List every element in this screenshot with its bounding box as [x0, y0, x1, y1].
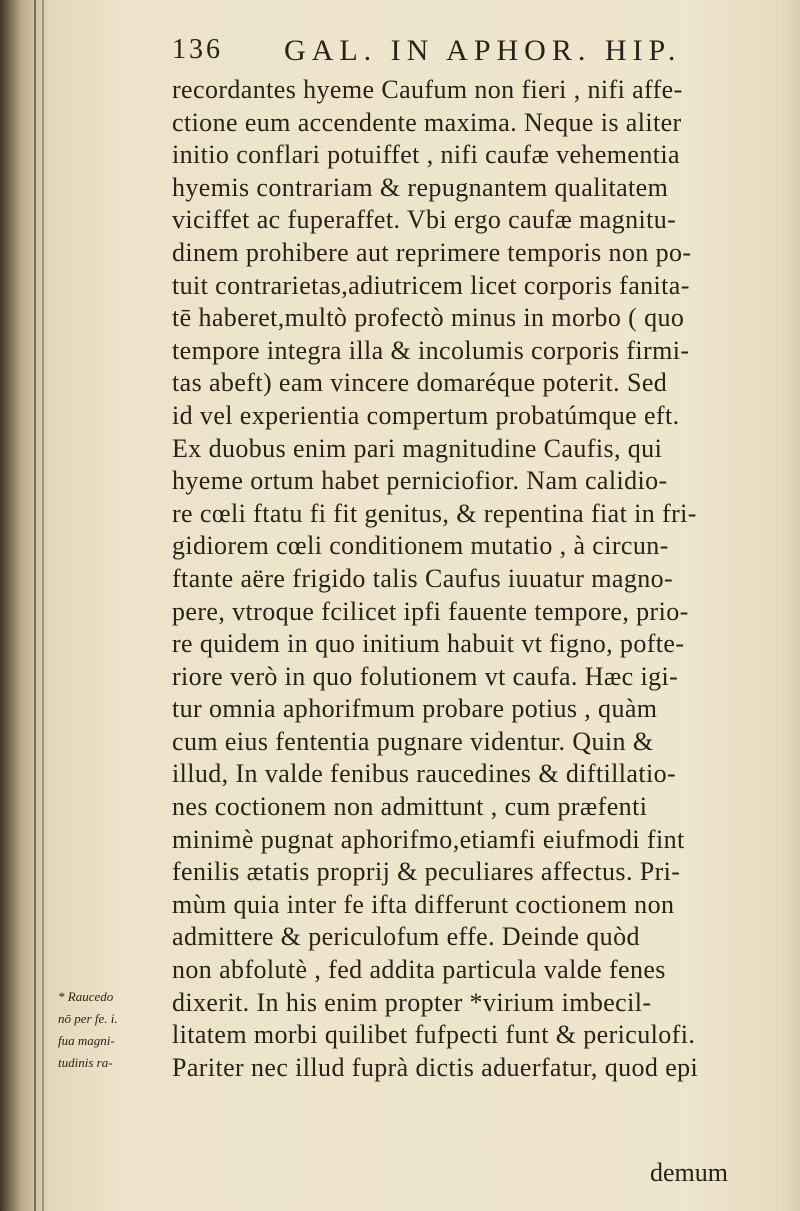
- text-line: Pariter nec illud fuprà dictis aduerfatur, quod epi: [172, 1052, 699, 1082]
- marginal-note-line: nō per fe. i.: [58, 1011, 118, 1026]
- text-line: mùm quia inter fe ifta differunt coctionem non: [172, 889, 675, 919]
- marginal-note-line: * Raucedo: [58, 989, 114, 1004]
- text-line: ctione eum accendente maxima. Neque is aliter: [172, 107, 682, 137]
- text-line: re cœli ftatu fi fit genitus, & repentina fiat in fri-: [172, 498, 697, 528]
- text-line: hyemis contrariam & repugnantem qualitatem: [172, 172, 669, 202]
- text-line: pere, vtroque fcilicet ipfi fauente tempore, prio-: [172, 596, 689, 626]
- text-line: tē haberet,multò profectò minus in morbo ( quo: [172, 303, 685, 333]
- text-line: initio conflari potuiffet , nifi caufæ vehementia: [172, 140, 680, 170]
- gutter-edge-inner: [42, 0, 44, 1211]
- text-line: admittere & periculofum effe. Deinde quòd: [172, 922, 640, 952]
- text-line: gidiorem cœli conditionem mutatio , à circun-: [172, 531, 669, 561]
- text-line: Ex duobus enim pari magnitudine Caufis, qui: [172, 433, 663, 463]
- text-line: viciffet ac fuperaffet. Vbi ergo caufæ magnitu-: [172, 205, 677, 235]
- text-line: cum eius fententia pugnare videntur. Quin &: [172, 726, 654, 756]
- text-line: tas abeft) eam vincere domaréque poterit. Sed: [172, 368, 668, 398]
- text-line: minimè pugnat aphorifmo,etiamfi eiufmodi fint: [172, 824, 685, 854]
- text-line: fenilis ætatis proprij & peculiares affectus. Pri-: [172, 857, 681, 887]
- text-line: non abfolutè , fed addita particula valde fenes: [172, 955, 666, 985]
- marginal-note: [58, 986, 170, 1074]
- page-number: 136: [172, 34, 223, 65]
- text-line: riore verò in quo folutionem vt caufa. Hæc igi-: [172, 661, 679, 691]
- running-title: GAL. IN APHOR. HIP.: [284, 34, 682, 67]
- text-line: illud, In valde fenibus raucedines & diftillatio-: [172, 759, 677, 789]
- text-line: litatem morbi quilibet fufpecti funt & periculofi.: [172, 1020, 696, 1050]
- body-text: [172, 74, 772, 1084]
- marginal-note-line: tudinis ra-: [58, 1055, 113, 1070]
- text-line: re quidem in quo initium habuit vt figno, pofte-: [172, 629, 685, 659]
- text-line: hyeme ortum habet perniciofior. Nam calidio-: [172, 466, 668, 496]
- text-line: nes coctionem non admittunt , cum præfenti: [172, 792, 648, 822]
- text-line: dinem prohibere aut reprimere temporis non po-: [172, 237, 692, 267]
- text-line: ftante aëre frigido talis Caufus iuuatur magno-: [172, 563, 674, 593]
- running-header: [172, 34, 732, 74]
- marginal-note-line: fua magni-: [58, 1033, 115, 1048]
- text-line: tur omnia aphorifmum probare potius , quàm: [172, 694, 658, 724]
- catchword: demum: [650, 1158, 728, 1187]
- text-line: id vel experientia compertum probatúmque eft.: [172, 400, 680, 430]
- text-line: tuit contrarietas,adiutricem licet corporis fanita-: [172, 270, 690, 300]
- text-line: tempore integra illa & incolumis corporis firmi-: [172, 335, 690, 365]
- text-line: dixerit. In his enim propter *virium imbecil-: [172, 987, 652, 1017]
- gutter-edge: [34, 0, 36, 1211]
- text-line: recordantes hyeme Caufum non fieri , nifi affe-: [172, 75, 683, 104]
